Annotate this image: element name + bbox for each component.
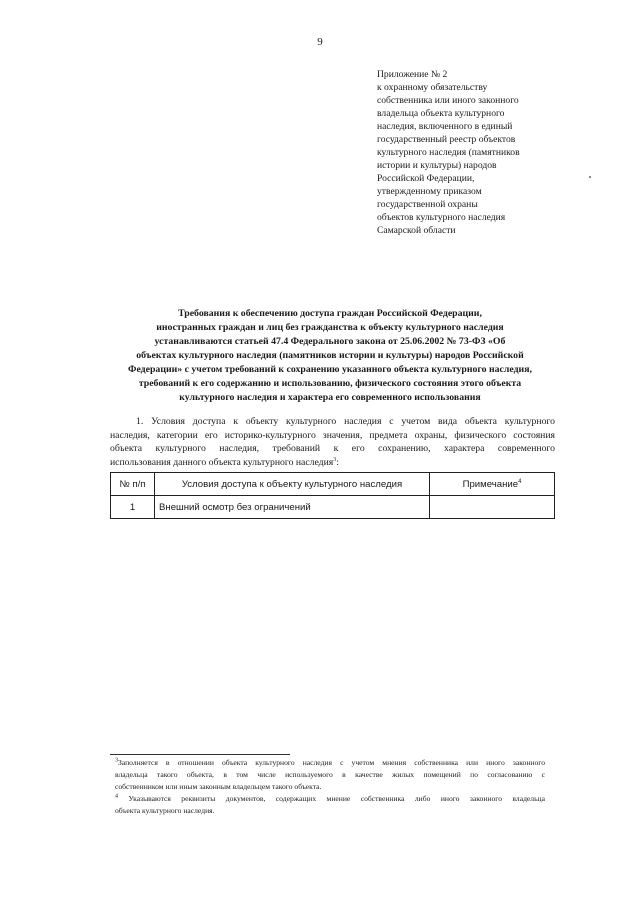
heading-line: культурного наследия и характера его современного использования (179, 392, 481, 403)
footnote-ref-4: 4 (518, 478, 522, 485)
note-header-text: Примечание (462, 478, 519, 490)
appendix-line: культурного наследия (памятников (377, 147, 520, 158)
col-header-conditions: Условия доступа к объекту культурного наследия (155, 473, 430, 496)
col-header-number: № п/п (111, 473, 155, 496)
footnote-3-text: Заполняется в отношении объекта культурного наследия с учетом мнения собственника или иного законного (118, 758, 545, 767)
access-conditions-paragraph (110, 415, 555, 469)
heading-line: требований к его содержанию и использованию, физического состояния этого объекта (138, 378, 522, 389)
heading-line: Федерации» с учетом требований к сохранению указанного объекта культурного наследия, (128, 364, 532, 375)
appendix-line: Российской Федерации, (377, 173, 475, 184)
col-header-note (430, 473, 555, 496)
paragraph-line: объекта культурного наследия, требований к его сохранению, характера современного (110, 443, 555, 455)
footnote-3-line: собственником или иным законным владельцем такого объекта. (115, 782, 322, 791)
paragraph-line: наследия, категории его историко-культурного значения, предмета охраны, физического состояния (110, 429, 555, 441)
appendix-line: истории и культуры) народов (377, 160, 497, 171)
appendix-line: государственной охраны (377, 199, 478, 210)
appendix-line: Самарской области (377, 225, 456, 236)
footnote-3-line: владельца такого объекта, в том числе используемого в качестве жилых помещений по согласованию с (115, 770, 545, 779)
appendix-block (377, 68, 577, 237)
cell-number: 1 (111, 496, 155, 519)
heading-line: объектах культурного наследия (памятников истории и культуры) народов Российской (136, 350, 524, 361)
appendix-line: государственный реестр объектов (377, 134, 516, 145)
footnotes-block (115, 757, 545, 817)
footnote-4-line (115, 793, 545, 805)
table-row (111, 496, 555, 519)
appendix-line: объектов культурного наследия (377, 212, 506, 223)
footnote-separator (110, 754, 290, 755)
footnote-4-line: объекта культурного наследия. (115, 806, 215, 815)
cell-condition: Внешний осмотр без ограничений (155, 496, 430, 519)
paragraph-line: 1. Условия доступа к объекту культурного наследия с учетом вида объекта культурного (136, 416, 555, 427)
appendix-line: к охранному обязательству (377, 82, 488, 93)
footnote-ref-3: 3 (333, 456, 337, 463)
access-conditions-table (110, 472, 555, 519)
document-heading (100, 307, 560, 405)
appendix-line: собственника или иного законного (377, 95, 519, 106)
scan-speck (589, 176, 591, 178)
heading-line: Требования к обеспечению доступа граждан Российской Федерации, (178, 308, 482, 319)
paragraph-line (110, 456, 555, 470)
heading-line: устанавливаются статьей 47.4 Федерального закона от 25.06.2002 № 73-ФЗ «Об (154, 336, 506, 347)
cell-note (430, 496, 555, 519)
footnote-3-line (115, 757, 545, 769)
paragraph-end-colon: : (336, 456, 339, 468)
page-number: 9 (317, 36, 323, 48)
footnote-4-text: Указываются реквизиты документов, содержащих мнение собственника либо иного законного владельца (128, 794, 545, 803)
appendix-line: наследия, включенного в единый (377, 121, 513, 132)
footnote-3-marker: 3 (115, 757, 118, 764)
appendix-line: владельца объекта культурного (377, 108, 505, 119)
appendix-title: Приложение № 2 (377, 69, 448, 80)
table-header-row (111, 473, 555, 496)
heading-line: иностранных граждан и лиц без гражданства к объекту культурного наследия (156, 322, 504, 333)
paragraph-last-text: использования данного объекта культурного наследия (110, 456, 334, 468)
appendix-line: утвержденному приказом (377, 186, 482, 197)
footnote-4-marker: 4 (115, 793, 118, 800)
